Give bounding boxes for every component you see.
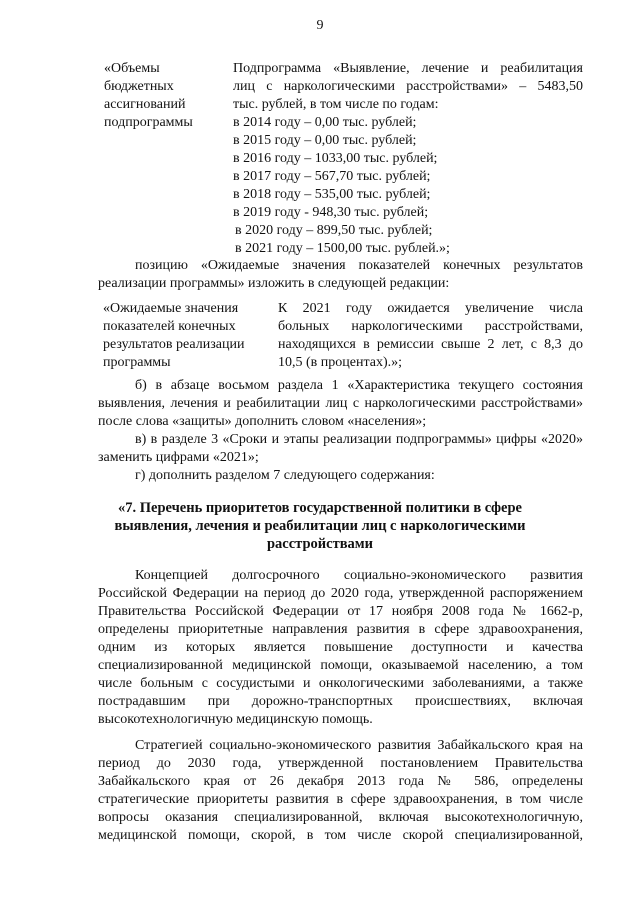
paragraph-line: стратегические приоритеты развития в сфере здравоохранения, в том числе [98,792,583,807]
paragraph-line: реализации программы» изложить в следующей редакции: [98,276,450,291]
paragraph-line: Российской Федерации на период до 2020 года, утвержденной распоряжением [98,586,583,601]
table1-value-line: в 2018 году – 535,00 тыс. рублей; [233,187,431,202]
paragraph-line: высокотехнологичную медицинскую помощь. [98,712,373,727]
table2-value-line: находящихся в ремиссии свыше 2 лет, с 8,3 до [278,337,583,352]
paragraph-line: Концепцией долгосрочного социально-экономического развития [135,568,583,583]
table1-value-line: Подпрограмма «Выявление, лечение и реабилитация [233,61,583,76]
table2-label-line: «Ожидаемые значения [103,301,239,316]
table1-value-line: в 2017 году – 567,70 тыс. рублей; [233,169,431,184]
paragraph-line: период до 2030 года, утвержденной постановлением Правительства [98,756,583,771]
paragraph-line: в) в разделе 3 «Сроки и этапы реализации подпрограммы» цифры «2020» [135,432,583,447]
paragraph-line: пострадавшим при дорожно-транспортных происшествиях, включая [98,694,583,709]
paragraph-line: медицинской помощи, скорой, в том числе скорой специализированной, [98,828,583,843]
paragraph-line: одним из которых является повышение доступности и качества [98,640,583,655]
paragraph-line: числе больным с сосудистыми и онкологическими заболеваниями, а также [98,676,583,691]
table1-label-line: «Объемы [104,61,160,76]
paragraph-line: после слова «защиты» дополнить словом «населения»; [98,414,427,429]
table2-value-line: 10,5 (в процентах).»; [278,355,403,370]
paragraph-line: Забайкальского края от 26 декабря 2013 года № 586, определены [98,774,583,789]
paragraph-line: заменить цифрами «2021»; [98,450,259,465]
table1-label-line: ассигнований [104,97,186,112]
paragraph-line: г) дополнить разделом 7 следующего содержания: [135,468,435,483]
table1-label-line: бюджетных [104,79,174,94]
paragraph-line: Правительства Российской Федерации от 17 ноября 2008 года № 1662-р, [98,604,583,619]
table1-value-line: в 2021 году – 1500,00 тыс. рублей.»; [235,241,450,256]
table2-label-line: результатов реализации [103,337,245,352]
paragraph-line: выявления, лечения и реабилитации лиц с наркологическими расстройствами» [98,396,583,411]
paragraph-line: специализированной медицинской помощи, оказываемой населению, а том [98,658,583,673]
paragraph-line: б) в абзаце восьмом раздела 1 «Характеристика текущего состояния [135,378,583,393]
table1-value-line: в 2016 году – 1033,00 тыс. рублей; [233,151,438,166]
section-heading-line: выявления, лечения и реабилитации лиц с наркологическими [114,518,526,534]
table2-value-line: К 2021 году ожидается увеличение числа [278,301,583,316]
table1-value-line: тыс. рублей, в том числе по годам: [233,97,439,112]
table1-value-line: в 2019 году - 948,30 тыс. рублей; [233,205,429,220]
paragraph-line: Стратегией социально-экономического развития Забайкальского края на [135,738,583,753]
paragraph-line: определены приоритетные направления развития в сфере здравоохранения, [98,622,583,637]
table2-label-line: программы [103,355,171,370]
table1-value-line: в 2015 году – 0,00 тыс. рублей; [233,133,417,148]
table1-value-line: в 2020 году – 899,50 тыс. рублей; [235,223,433,238]
section-heading-line: расстройствами [266,536,374,552]
table1-value-line: в 2014 году – 0,00 тыс. рублей; [233,115,417,130]
section-heading-line: «7. Перечень приоритетов государственной политики в сфере [118,500,522,516]
table1-label-line: подпрограммы [104,115,193,130]
table2-label-line: показателей конечных [103,319,236,334]
paragraph-line: позицию «Ожидаемые значения показателей конечных результатов [135,258,583,273]
paragraph-line: вопросы оказания специализированной, включая высокотехнологичную, [98,810,583,825]
table2-value-line: больных наркологическими расстройствами, [278,319,583,334]
table1-value-line: лиц с наркологическими расстройствами» – 5483,50 [233,79,583,94]
page-number: 9 [316,18,324,33]
